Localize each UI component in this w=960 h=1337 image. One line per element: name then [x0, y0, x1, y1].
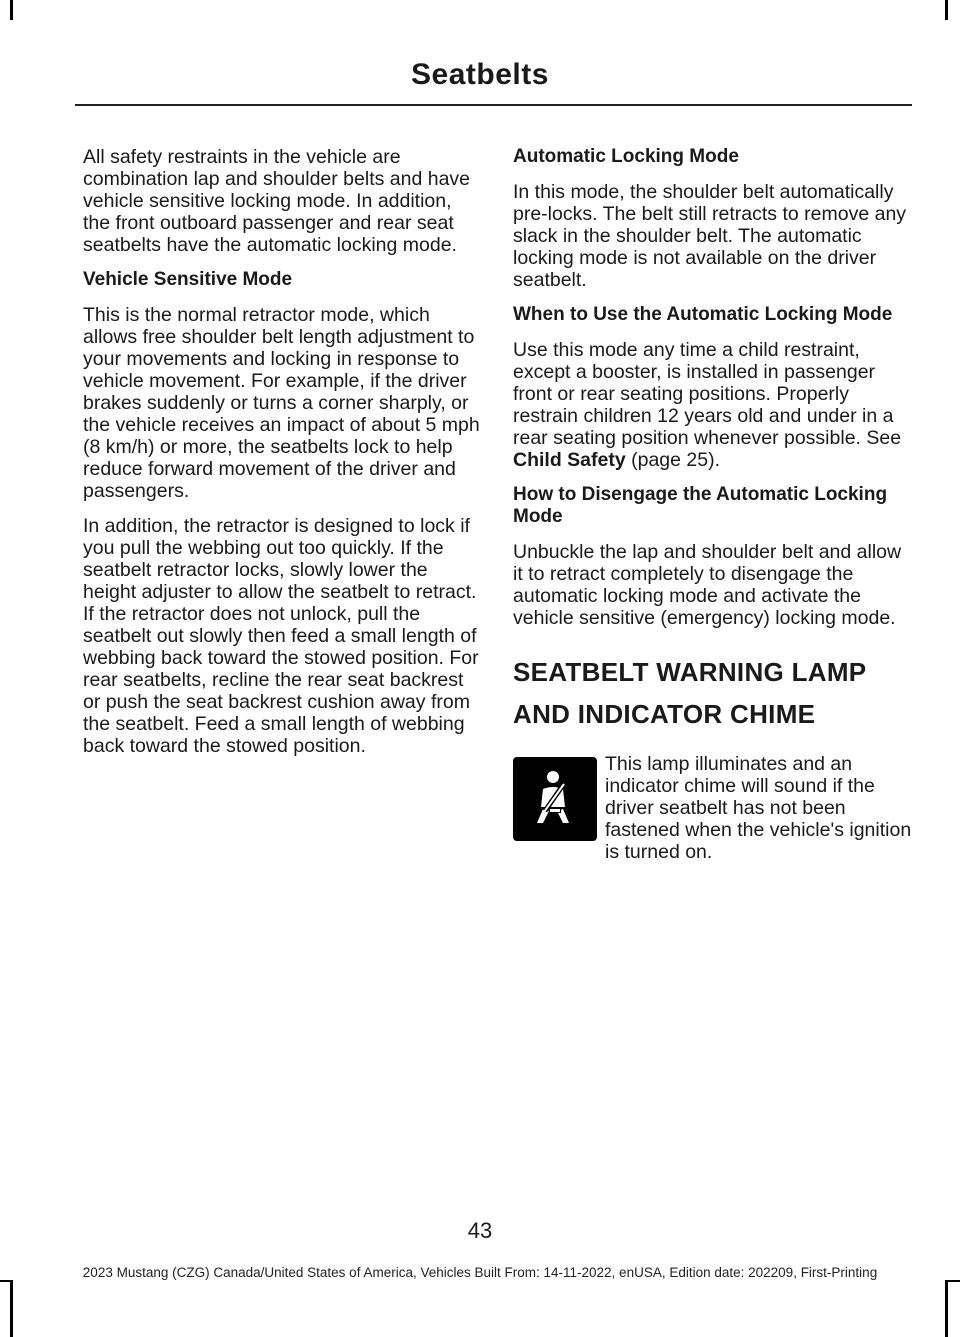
vehicle-sensitive-mode-paragraph-2: In addition, the retractor is designed to lock if you pull the webbing out too quickly. If the seatbelt retractor locks, slowly lower the height adjuster to allow the seatbelt to retract. If the retractor does not unlock, pull the seatbelt out slowly then feed a small length of webbing back toward the stowed position. For rear seatbelts, recline the rear seat backrest or push the seat backrest cushion away from the seatbelt. Feed a small length of webbing back toward the stowed position.: [83, 515, 479, 757]
seatbelt-warning-heading: SEATBELT WARNING LAMP AND INDICATOR CHIME: [513, 657, 866, 729]
when-to-use-heading: When to Use the Automatic Locking Mode: [513, 304, 893, 325]
page-reference: (page 25).: [631, 449, 721, 471]
page-title: Seatbelts: [411, 58, 549, 91]
crop-mark-bottom-left: [10, 1280, 13, 1337]
when-to-use-paragraph: [513, 339, 913, 471]
crop-mark-bottom-right-h: [945, 1280, 960, 1282]
vehicle-sensitive-mode-paragraph-1: This is the normal retractor mode, which allows free shoulder belt length adjustment to your movements and locking in response to vehicle movement. For example, if the driver brakes suddenly or turns a corner sharply, or the vehicle receives an impact of about 5 mph (8 km/h) or more, the seatbelts lock to help reduce forward movement of the driver and passengers.: [83, 304, 480, 502]
footer-edition-info: 2023 Mustang (CZG) Canada/United States of America, Vehicles Built From: 14-11-2022, enUSA, Edition date: 202209, First-Printing: [82, 1265, 878, 1280]
warning-lamp-section: [513, 753, 913, 876]
intro-paragraph: All safety restraints in the vehicle are combination lap and shoulder belts and have vehicle sensitive locking mode. In addition, the front outboard passenger and rear seat seatbelts have the automatic locking mode.: [83, 146, 471, 256]
warning-lamp-paragraph: This lamp illuminates and an indicator chime will sound if the driver seatbelt has not been fastened when the vehicle's ignition is turned on.: [605, 753, 912, 863]
when-to-use-text: Use this mode any time a child restraint, except a booster, is installed in passenger front or rear seating positions. Properly restrain children 12 years old and under in a rear seating position whenever possible. See: [513, 339, 902, 449]
crop-mark-bottom-right: [945, 1280, 948, 1337]
crop-mark-top-left: [10, 0, 13, 20]
how-to-disengage-heading: How to Disengage the Automatic Locking Mode: [513, 484, 888, 527]
automatic-locking-mode-heading: Automatic Locking Mode: [513, 146, 739, 167]
header-divider: [75, 104, 912, 106]
page-number: 43: [467, 1218, 493, 1243]
child-safety-link[interactable]: Child Safety: [513, 449, 626, 471]
seatbelt-warning-icon: [513, 757, 597, 841]
crop-mark-top-right: [945, 0, 948, 20]
left-column: [83, 146, 483, 770]
automatic-locking-mode-paragraph: In this mode, the shoulder belt automatically pre-locks. The belt still retracts to remove any slack in the shoulder belt. The automatic locking mode is not available on the driver seatbelt.: [513, 181, 907, 291]
vehicle-sensitive-mode-heading: Vehicle Sensitive Mode: [83, 269, 293, 290]
how-to-disengage-paragraph: Unbuckle the lap and shoulder belt and allow it to retract completely to disengage the automatic locking mode and activate the vehicle sensitive (emergency) locking mode.: [513, 541, 902, 629]
right-column: [513, 146, 913, 876]
crop-mark-bottom-left-h: [0, 1280, 13, 1282]
